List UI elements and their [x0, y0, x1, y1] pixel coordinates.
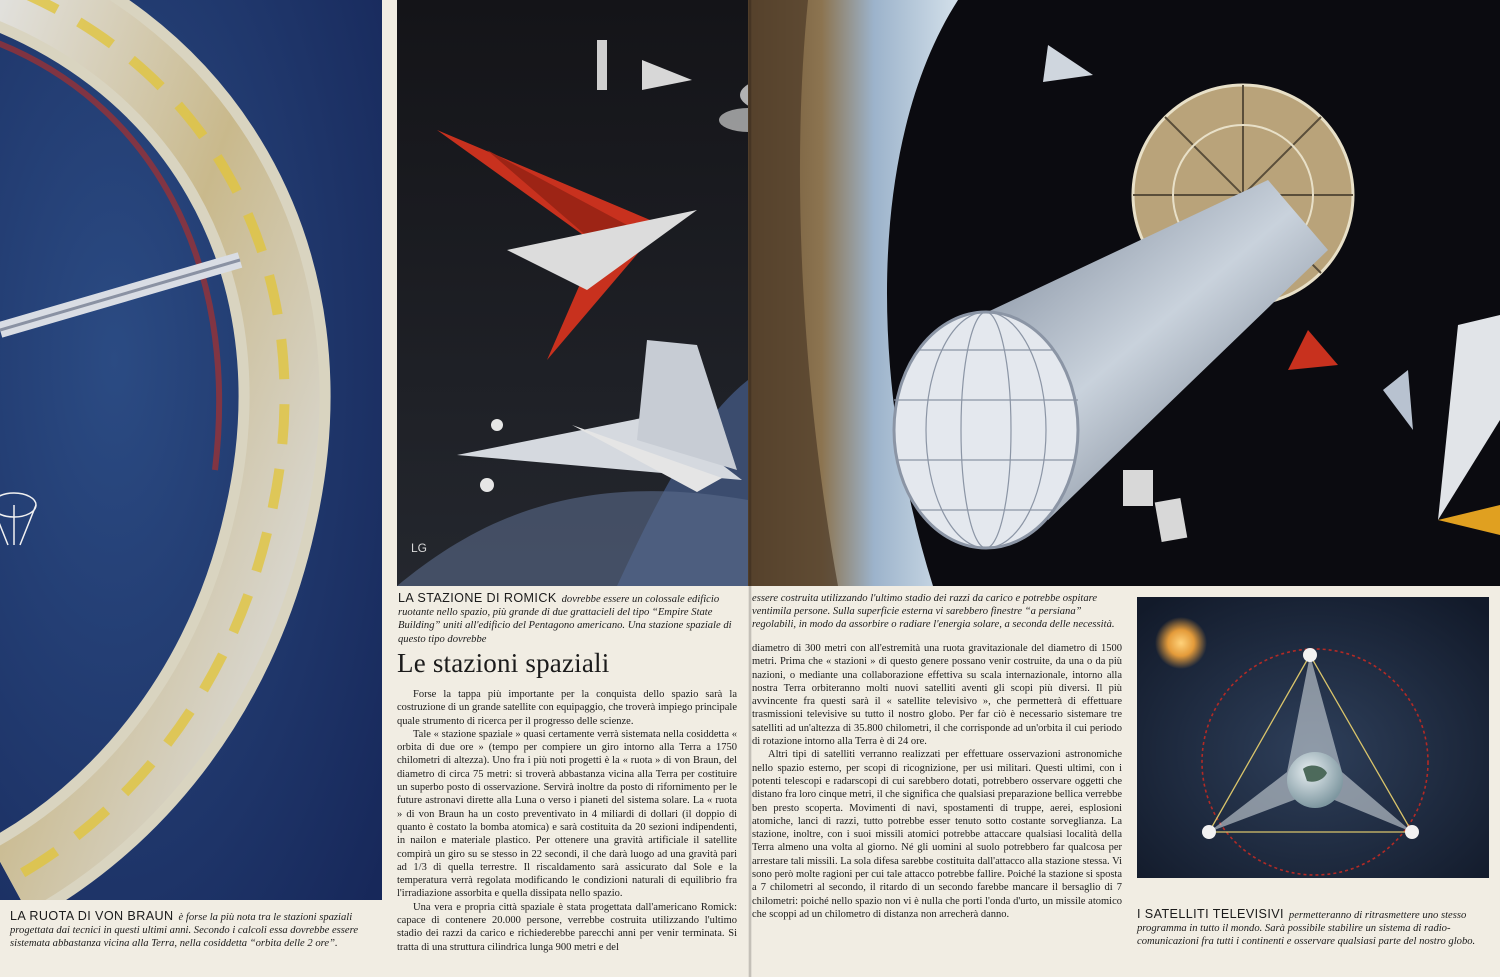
paragraph: diametro di 300 metri con all'estremità una ruota gravitazionale del diametro di 1500 metri. Prima che « stazioni » di questo genere possano venir costruite, da una o da più nazioni, o mediante una collaborazione effettiva su scala internazionale, intorno alla nostra Terra orbiteranno molti nuovi satelliti aventi gli scopi più diversi. Il più avvincente fra questi sarà il « satellite televisivo », che permetterà di effettuare trasmissioni televisive su tutto il nostro globo. Per far ciò è necessario sistemare tre satelliti ad un'altezza di 35.800 chilometri, il che corrisponde ad un'orbita il cui periodo di rotazione intorno alla Terra è di 24 ore. [752, 643, 1122, 748]
article-title: Le stazioni spaziali [397, 648, 610, 678]
artist-signature: LG [411, 541, 428, 555]
romick-caption-left [398, 592, 748, 646]
paragraph: Forse la tappa più importante per la conquista dello spazio sarà la costruzione di un grande satellite con equipaggio, che troverà impiego principale quale strumento di ricerca per il progresso delle scienze. [397, 689, 737, 727]
satellites-caption [1137, 908, 1489, 949]
von-braun-caption [10, 910, 376, 951]
spaceships-illustration [397, 0, 748, 586]
caption-head: LA RUOTA DI VON BRAUN [10, 909, 174, 923]
tv-satellites-illustration [1137, 597, 1489, 878]
article-column-1 [397, 688, 737, 954]
caption-text: permetteranno di ritrasmettere uno stesso programma in tutto il mondo. Sarà possibile stabilire un sistema di radio-comunicazioni fra tutti i continenti e osservare qualsiasi parte del nostro globo. [1137, 910, 1476, 948]
von-braun-wheel-illustration [0, 0, 382, 900]
paragraph: Altri tipi di satelliti verranno realizzati per effettuare osservazioni astronomiche nello spazio esterno, per scopi di ricognizione, per usi militari. Questi ultimi, con i potenti telescopi e radarscopi di cui sarebbero dotati, potrebbero osservare oggetti che distano fra loro cinque metri, il che significa che qualsiasi preparazione bellica verrebbe ben presto scoperta. Movimenti di navi, spostamenti di truppe, aerei, esplosioni atomiche, lanci di razzi, tutto potrebbe esser tenuto sotto costante sorveglianza. La stazione, inoltre, con i suoi missili atomici potrebbe attaccare qualsiasi località della Terra almeno una volta al giorno. Né gli uomini al suolo potrebbero far qualcosa per arrestare tali missili. La sola difesa sarebbe costituita dall'attacco alla stazione stessa. Vi sono però molte ragioni per cui tale attacco potrebbe fallire. Poiché la stazione si sposta a 7 chilometri al secondo, il ritardo di un secondo farebbe mancare il bersaglio di 7 chilometri: poiché nello spazio non vi è nulla che porti l'onda d'urto, un missile atomico che scoppi ad un chilometro di distanza non arrecherà danno. [752, 749, 1122, 920]
romick-caption-right [752, 592, 1126, 632]
caption-text: essere costruita utilizzando l'ultimo stadio dei razzi da carico e potrebbe ospitare ventimila persone. Sulla superficie esterna vi sarebbero finestre “a persiana” regolabili, in modo da assorbire o radiare l'energia solare, a seconda delle necessità. [752, 593, 1115, 631]
romick-station-illustration [748, 0, 1500, 586]
caption-head: I SATELLITI TELEVISIVI [1137, 907, 1284, 921]
caption-text: è forse la più nota tra le stazioni spaziali progettata dai tecnici in questi ultimi anni. Secondo i calcoli essa dovrebbe essere sistemata abbastanza vicina alla Terra, nella cosiddetta “orbita delle 2 ore”. [10, 912, 359, 950]
paragraph: Tale « stazione spaziale » quasi certamente verrà sistemata nella cosiddetta « orbita di due ore » (tempo per compiere un giro intorno alla Terra a 1750 chilometri di altezza). Uno fra i più noti progetti è la « ruota » di von Braun, del diametro di circa 75 metri: si troverà abbastanza vicina alla Terra per costituire un superbo posto di osservazione. Servirà inoltre da posto di rifornimento per le future astronavi dirette alla Luna o verso i pianeti del sistema solare. La « ruota » di von Braun ha un costo preventivato in 4 miliardi di dollari (il doppio di quanto è costato la bomba atomica) e sarà costituita da 20 sezioni indipendenti, in nailon e materiale plastico. Per ottenere una gravità artificiale il satellite compirà un giro su se stesso in 22 secondi, il che darà luogo ad una gravità pari ad 1/3 di quella terrestre. Il riscaldamento sarà assicurato dal Sole e la temperatura verrà regolata modificando le condizioni naturali di equilibrio fra l'irradiazione assorbita e quella dissipata nello spazio. [397, 728, 737, 900]
article-column-2 [752, 642, 1122, 921]
caption-head: LA STAZIONE DI ROMICK [398, 591, 557, 605]
caption-text: dovrebbe essere un colossale edificio ruotante nello spazio, più grande di due grattacieli del tipo “Empire State Building” uniti all'edificio del Pentagono americano. Una stazione spaziale di questo tipo dovrebbe [398, 594, 732, 645]
paragraph: Una vera e propria città spaziale è stata progettata dall'americano Romick: capace di contenere 20.000 persone, verrebbe costruita utilizzando l'ultimo stadio dei razzi da carico e richiederebbe parecchi anni per venir terminata. Si tratta di una struttura cilindrica lunga 900 metri e del [397, 901, 737, 953]
